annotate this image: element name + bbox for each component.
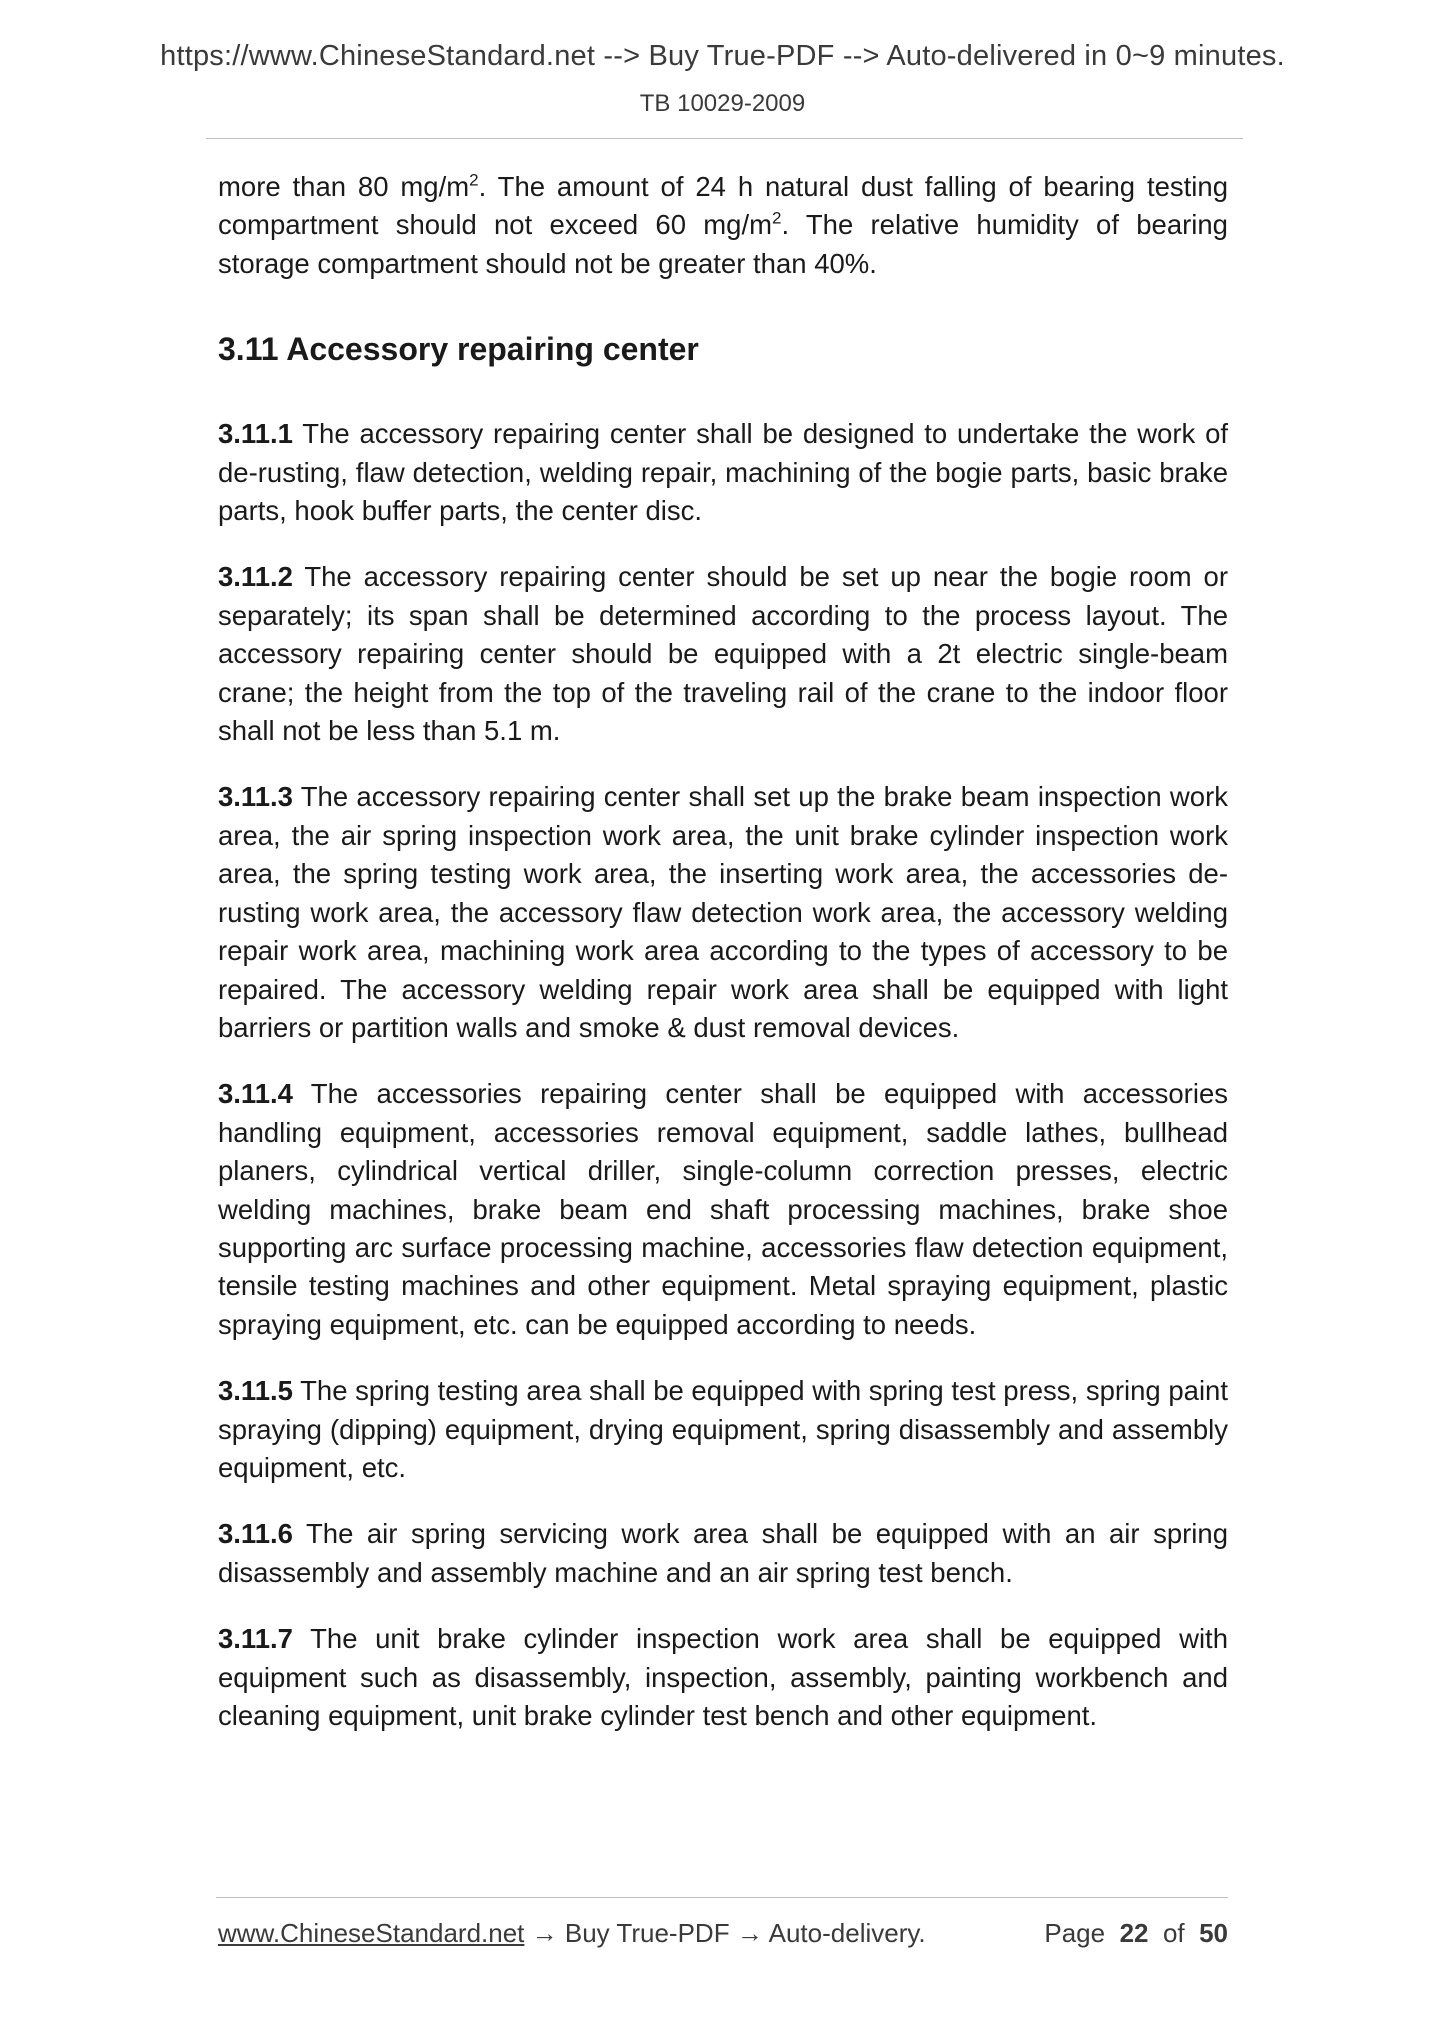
- intro-text-1: more than 80 mg/m: [218, 171, 470, 202]
- page-indicator: [1044, 1918, 1228, 1949]
- clause-3-11-6: [218, 1515, 1228, 1592]
- clause-number: 3.11.5: [218, 1375, 293, 1407]
- page-total: 50: [1199, 1918, 1228, 1948]
- clause-number: 3.11.1: [218, 418, 293, 450]
- clause-text: The unit brake cylinder inspection work area shall be equipped with equipment such as disassembly, inspection, assembly, painting workbench and cleaning equipment, unit brake cylinder test bench and other equipment.: [218, 1623, 1228, 1731]
- intro-text-2: . The amount of 24 h natural dust falling of bearing testing compartment should not exceed 60 mg/m: [218, 171, 1228, 241]
- section-heading: 3.11 Accessory repairing center: [218, 331, 699, 368]
- clause-text: The spring testing area shall be equipped with spring test press, spring paint spraying (dipping) equipment, drying equipment, spring disassembly and assembly equipment, etc.: [218, 1375, 1228, 1483]
- clause-number: 3.11.2: [218, 561, 293, 593]
- arrow-right-icon: →: [736, 1918, 763, 1948]
- clause-number: 3.11.7: [218, 1623, 293, 1655]
- page-number: 22: [1119, 1918, 1149, 1948]
- header-divider: [206, 138, 1243, 139]
- intro-paragraph: [218, 168, 1228, 283]
- footer-divider: [216, 1897, 1228, 1898]
- superscript: 2: [469, 170, 479, 190]
- footer-auto-text: Auto-delivery.: [768, 1918, 926, 1948]
- document-id: TB 10029-2009: [639, 90, 806, 117]
- clause-number: 3.11.4: [218, 1078, 293, 1110]
- clause-3-11-3: [218, 778, 1228, 1047]
- page-body: [218, 168, 1228, 1763]
- clause-3-11-7: [218, 1620, 1228, 1735]
- clause-text: The accessory repairing center should be set up near the bogie room or separately; its span shall be determined according to the process layout. The accessory repairing center should be equipped with a 2t electric single-beam crane; the height from the top of the traveling rail of the crane to the indoor floor shall not be less than 5.1 m.: [218, 561, 1228, 747]
- superscript: 2: [772, 208, 782, 228]
- footer: [218, 1918, 1228, 1949]
- page-of-label: of: [1162, 1918, 1185, 1948]
- page-label: Page: [1044, 1918, 1106, 1948]
- footer-buy-text: Buy True-PDF: [564, 1918, 730, 1948]
- intro-text-3: . The relative humidity of bearing storage compartment should not be greater than 40%.: [218, 209, 1228, 279]
- clause-text: The accessories repairing center shall be equipped with accessories handling equipment, accessories removal equipment, saddle lathes, bullhead planers, cylindrical vertical driller, single-column correction presses, electric welding machines, brake beam end shaft processing machines, brake shoe supporting arc surface processing machine, accessories flaw detection equipment, tensile testing machines and other equipment. Metal spraying equipment, plastic spraying equipment, etc. can be equipped according to needs.: [218, 1078, 1228, 1340]
- clause-3-11-5: [218, 1372, 1228, 1487]
- footer-site-link[interactable]: www.ChineseStandard.net: [218, 1918, 525, 1948]
- clause-text: The accessory repairing center shall be designed to undertake the work of de-rusting, flaw detection, welding repair, machining of the bogie parts, basic brake parts, hook buffer parts, the center disc.: [218, 418, 1228, 527]
- arrow-right-icon: →: [531, 1918, 558, 1948]
- header-url-line: https://www.ChineseStandard.net --> Buy True-PDF --> Auto-delivered in 0~9 minutes.: [160, 40, 1285, 72]
- clause-number: 3.11.6: [218, 1518, 293, 1550]
- clause-number: 3.11.3: [218, 781, 293, 813]
- clause-3-11-1: [218, 415, 1228, 530]
- clause-3-11-2: [218, 558, 1228, 750]
- clause-3-11-4: [218, 1075, 1228, 1344]
- clause-text: The accessory repairing center shall set up the brake beam inspection work area, the air spring inspection work area, the unit brake cylinder inspection work area, the spring testing work area, the inserting work area, the accessories de-rusting work area, the accessory flaw detection work area, the accessory welding repair work area, machining work area according to the types of accessory to be repaired. The accessory welding repair work area shall be equipped with light barriers or partition walls and smoke & dust removal devices.: [218, 781, 1228, 1043]
- clause-text: The air spring servicing work area shall be equipped with an air spring disassembly and assembly machine and an air spring test bench.: [218, 1518, 1228, 1588]
